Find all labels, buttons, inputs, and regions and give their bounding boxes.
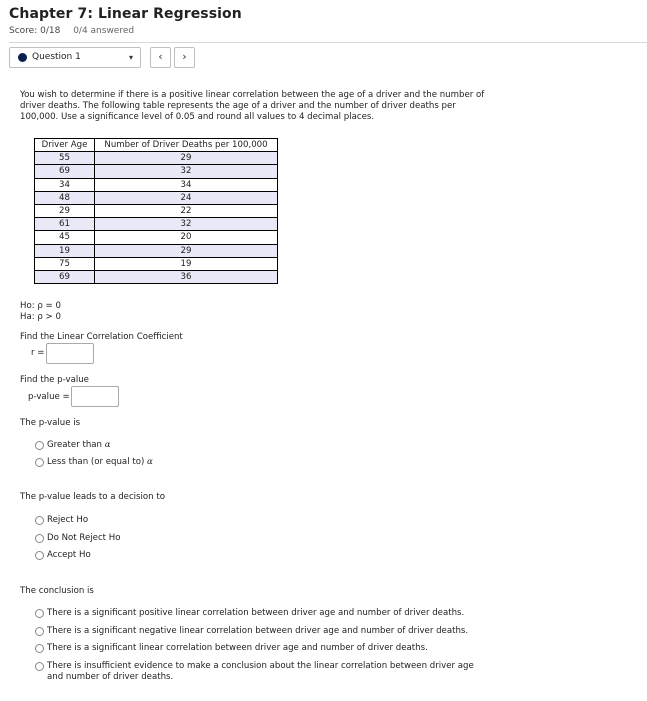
cell-deaths: 32 [95,218,278,231]
conclusion-positive-label[interactable]: There is a significant positive linear correlation between driver age and number of driver deaths. [47,608,465,618]
pvalue-label: p-value = [28,392,70,402]
table-row [35,191,278,204]
reject-ho-label[interactable]: Reject Ho [47,515,89,525]
do-not-reject-ho-radio[interactable] [35,534,44,543]
do-not-reject-ho-label[interactable]: Do Not Reject Ho [47,533,121,543]
cell-age: 45 [35,231,95,244]
alpha-symbol: α [147,457,153,467]
accept-ho-label[interactable]: Accept Ho [47,550,91,560]
less-than-label[interactable] [47,457,153,468]
conclusion-insufficient-label[interactable]: There is insufficient evidence to make a conclusion about the linear correlation between driver age and number of driver deaths. [47,661,474,682]
cell-age: 55 [35,152,95,165]
table-row [35,257,278,270]
cell-deaths: 36 [95,270,278,283]
table-row [35,165,278,178]
cell-age: 69 [35,270,95,283]
r-label: r = [31,348,45,358]
page-title: Chapter 7: Linear Regression [9,6,242,22]
cell-age: 75 [35,257,95,270]
accept-ho-radio[interactable] [35,551,44,560]
header-divider [9,42,647,43]
table-row [35,244,278,257]
conclusion-significant-radio[interactable] [35,644,44,653]
table-row [35,152,278,165]
table-header-deaths: Number of Driver Deaths per 100,000 [95,139,278,152]
cell-deaths: 22 [95,204,278,217]
score-line [9,26,134,36]
conclusion-significant-label[interactable]: There is a significant linear correlation between driver age and number of driver deaths. [47,643,428,653]
r-input[interactable] [46,343,94,364]
conclusion-prompt: The conclusion is [20,586,94,596]
cell-age: 61 [35,218,95,231]
decision-prompt: The p-value leads to a decision to [20,492,165,502]
pvalue-input[interactable] [71,386,119,407]
table-row [35,270,278,283]
question-select[interactable] [9,47,141,68]
greater-than-radio[interactable] [35,441,44,450]
table-row [35,178,278,191]
null-hypothesis: Ho: ρ = 0 [20,301,61,311]
option-text: Less than (or equal to) [47,457,145,467]
pvalue-compare-prompt: The p-value is [20,418,81,428]
conclusion-positive-radio[interactable] [35,609,44,618]
cell-deaths: 29 [95,244,278,257]
question-intro: You wish to determine if there is a positive linear correlation between the age of a driver and the number of driver deaths. The following table represents the age of a driver and the number of driver deaths per 100,000. Use a significance level of 0.05 and round all values to 4 decimal places. [20,90,485,122]
cell-age: 34 [35,178,95,191]
conclusion-negative-label[interactable]: There is a significant negative linear correlation between driver age and number of driver deaths. [47,626,469,636]
pvalue-prompt: Find the p-value [20,375,89,385]
cell-deaths: 24 [95,191,278,204]
cell-age: 69 [35,165,95,178]
chevron-right-icon: › [182,50,187,63]
next-question-button[interactable] [174,47,195,68]
cell-deaths: 29 [95,152,278,165]
alt-hypothesis: Ha: ρ > 0 [20,312,61,322]
cell-age: 29 [35,204,95,217]
reject-ho-radio[interactable] [35,516,44,525]
cell-deaths: 34 [95,178,278,191]
less-than-radio[interactable] [35,458,44,467]
greater-than-label[interactable] [47,440,111,451]
conclusion-insufficient-radio[interactable] [35,662,44,671]
caret-down-icon: ▾ [128,53,133,62]
chevron-left-icon: ‹ [158,50,163,63]
cell-deaths: 32 [95,165,278,178]
option-text: Greater than [47,440,103,450]
score-value: Score: 0/18 [9,26,61,36]
alpha-symbol: α [104,440,111,450]
cell-deaths: 20 [95,231,278,244]
question-select-label: Question 1 [32,52,81,62]
table-header-age: Driver Age [35,139,95,152]
conclusion-negative-radio[interactable] [35,627,44,636]
table-row [35,218,278,231]
table-row [35,231,278,244]
cell-age: 19 [35,244,95,257]
data-table [34,138,278,284]
prev-question-button[interactable] [150,47,171,68]
answered-count: 0/4 answered [73,26,135,36]
question-status-dot [18,53,27,62]
table-row [35,204,278,217]
cell-age: 48 [35,191,95,204]
cell-deaths: 19 [95,257,278,270]
r-prompt: Find the Linear Correlation Coefficient [20,332,183,342]
